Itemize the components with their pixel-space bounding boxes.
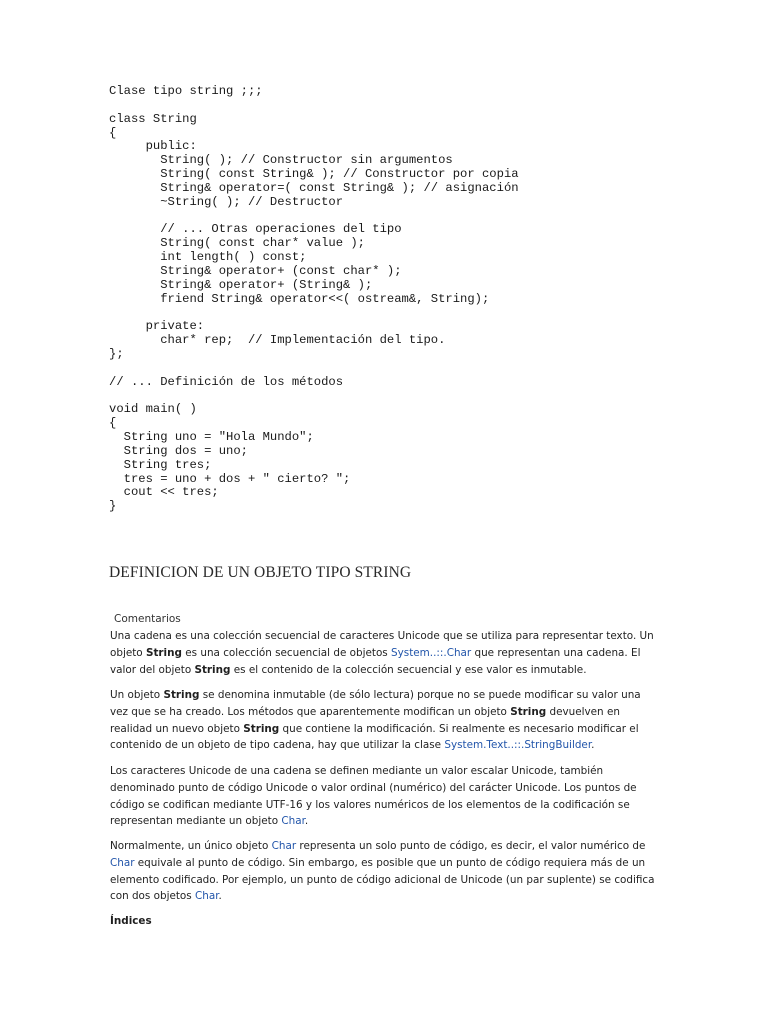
paragraph-immutable — [110, 687, 656, 754]
code-line — [109, 390, 669, 404]
code-line: String& operator=( const String& ); // asignación — [109, 180, 519, 195]
code-line: { — [109, 125, 117, 140]
code-line: String( const String& ); // Constructor por copia — [109, 167, 519, 182]
stringbuilder-link[interactable]: System.Text..::.StringBuilder — [444, 739, 592, 752]
code-line: } — [109, 499, 117, 514]
code-line: }; — [109, 347, 124, 362]
bold-term: String — [163, 689, 200, 701]
code-line: String dos = uno; — [109, 443, 248, 458]
code-line: { — [109, 416, 117, 431]
code-line: friend String& operator<<( ostream&, String); — [109, 291, 490, 306]
code-line: public: — [109, 139, 197, 154]
code-listing — [109, 85, 669, 514]
code-line: class String — [109, 111, 197, 126]
code-line: void main( ) — [109, 402, 197, 417]
section-heading: DEFINICION DE UN OBJETO TIPO STRING — [109, 564, 412, 581]
code-line: // ... Definición de los métodos — [109, 374, 344, 389]
char-link[interactable]: Char — [271, 840, 297, 852]
paragraph-text: se denomina inmutable (de sólo lectura) porque no se puede modificar su valor una vez que se ha creado. Los métodos que aparentemente modifican un objeto — [110, 689, 641, 718]
paragraph-text: . — [218, 890, 222, 903]
char-link[interactable]: Char — [110, 856, 135, 869]
bold-term: String — [194, 663, 231, 676]
paragraph-text: . — [304, 815, 309, 828]
paragraph-text: es el contenido de la colección secuencial y ese valor es inmutable. — [230, 663, 587, 676]
char-link[interactable]: Char — [195, 890, 219, 903]
indices-heading: Índices — [110, 915, 152, 927]
paragraph-text: que contiene la modificación. Si realmente es necesario modificar el contenido de un objeto de tipo cadena, hay que utilizar la clase — [110, 722, 639, 752]
code-line: tres = uno + dos + " cierto? "; — [109, 471, 351, 486]
code-line — [109, 307, 669, 321]
code-line: // ... Otras operaciones del tipo — [109, 222, 402, 237]
code-line: String& operator+ (const char* ); — [109, 263, 402, 278]
paragraph-text: representa un solo punto de código, es decir, el valor numérico de — [296, 840, 646, 852]
bold-term: String — [145, 646, 182, 659]
paragraph-text: . — [591, 739, 595, 752]
paragraph-text: equivale al punto de código. Sin embargo, es posible que un punto de código requiera más de un elemento codificado. Por ejemplo, un punto de código adicional de Unicode (un par suplente) se codifica con dos objetos — [110, 856, 655, 903]
paragraph-text: Un objeto — [110, 689, 164, 701]
paragraph-text: devuelven en realidad un nuevo objeto — [110, 705, 620, 735]
char-link[interactable]: Char — [281, 815, 305, 828]
paragraph-text: que representan una cadena. El valor del objeto — [110, 646, 641, 676]
code-line: int length( ) const; — [109, 250, 307, 265]
code-line — [109, 210, 669, 224]
paragraph-code-points — [110, 838, 656, 905]
paragraph-text: Una cadena es una colección secuencial de caracteres Unicode que se utiliza para representar texto. Un objeto — [110, 630, 654, 659]
bold-term: String — [510, 705, 547, 718]
code-line: String tres; — [109, 457, 212, 472]
code-line: Clase tipo string ;;; — [109, 84, 263, 98]
code-line: cout << tres; — [109, 485, 219, 500]
code-line — [109, 99, 669, 113]
paragraph-text: es una colección secuencial de objetos — [181, 646, 392, 659]
system-char-link[interactable]: System..::.Char — [391, 646, 472, 659]
code-line: String( ); // Constructor sin argumentos — [109, 153, 453, 168]
comments-subheading: Comentarios — [114, 613, 181, 625]
code-line: String uno = "Hola Mundo"; — [109, 430, 314, 445]
code-line — [109, 362, 669, 376]
code-line: char* rep; // Implementación del tipo. — [109, 333, 446, 348]
code-line: ~String( ); // Destructor — [109, 194, 344, 209]
paragraph-definition — [110, 628, 656, 678]
code-line: String( const char* value ); — [109, 236, 365, 251]
bold-term: String — [243, 722, 280, 735]
code-line: String& operator+ (String& ); — [109, 277, 373, 292]
paragraph-unicode — [110, 763, 656, 830]
paragraph-text: Normalmente, un único objeto — [110, 840, 272, 852]
paragraph-text: Los caracteres Unicode de una cadena se definen mediante un valor escalar Unicode, también denominado punto de código Unicode o valor ordinal (numérico) del carácter Unicode. Los puntos de código se codifican mediante UTF-16 y los valores numéricos de los elementos de la codificación se representan mediante un objeto — [110, 765, 637, 828]
code-line: private: — [109, 319, 205, 334]
